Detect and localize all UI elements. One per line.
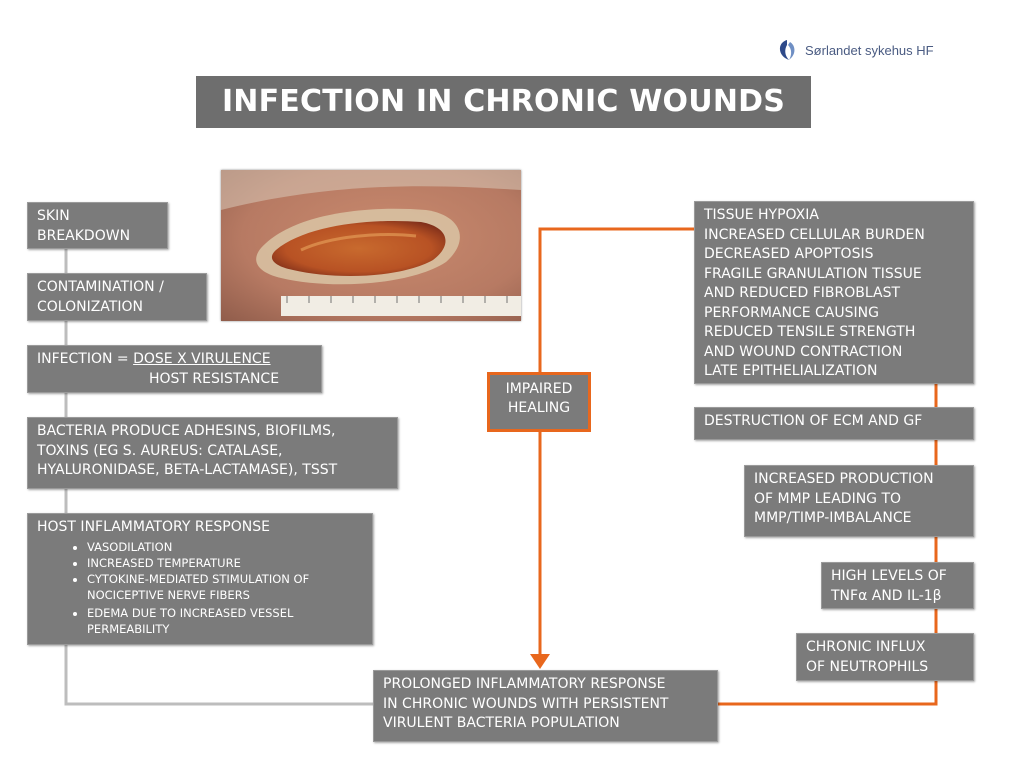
skin-breakdown-box xyxy=(27,202,168,249)
skin-breakdown-line-2: BREAKDOWN xyxy=(37,227,131,244)
host-response-bullet: • CYTOKINE-MEDIATED STIMULATION OF NOCICEPTIVE NERVE FIBERS xyxy=(87,571,363,603)
skin-breakdown-line-1: SKIN xyxy=(37,208,70,224)
host-response-box xyxy=(27,513,373,645)
bacteria-box xyxy=(27,417,398,489)
ecm-destruction-box: DESTRUCTION OF ECM AND GF xyxy=(694,407,974,440)
neutrophils-line-1: CHRONIC INFLUX xyxy=(806,639,926,655)
orange-arrow-head xyxy=(530,654,550,669)
impaired-healing-line-2: HEALING xyxy=(507,400,571,416)
host-response-list xyxy=(37,539,363,637)
tissue-hypoxia-box xyxy=(694,201,974,384)
infection-formula-denominator: HOST RESISTANCE xyxy=(149,370,280,387)
hypoxia-line: REDUCED TENSILE STRENGTH xyxy=(704,324,916,340)
hypoxia-line: DECREASED APOPTOSIS xyxy=(704,246,874,262)
infection-formula-numerator: DOSE X VIRULENCE xyxy=(133,351,271,367)
bacteria-line-1: BACTERIA PRODUCE ADHESINS, BIOFILMS, xyxy=(37,423,336,439)
hypoxia-line: AND REDUCED FIBROBLAST xyxy=(704,285,901,301)
host-response-heading: HOST INFLAMMATORY RESPONSE xyxy=(37,519,270,535)
hospital-logo xyxy=(776,38,934,62)
host-response-bullet: • EDEMA DUE TO INCREASED VESSEL PERMEABILITY xyxy=(87,605,363,637)
hypoxia-line: AND WOUND CONTRACTION xyxy=(704,343,903,360)
hypoxia-line: INCREASED CELLULAR BURDEN xyxy=(704,226,925,243)
host-response-bullet: • VASODILATION xyxy=(87,539,363,555)
hypoxia-line: TISSUE HYPOXIA xyxy=(704,207,819,223)
impaired-healing-line-1: IMPAIRED xyxy=(505,381,573,397)
infection-formula-box xyxy=(27,345,322,393)
tnf-line-2: TNFα AND IL-1β xyxy=(831,587,942,604)
impaired-healing-box xyxy=(487,372,591,432)
contamination-line-1: CONTAMINATION / xyxy=(37,279,164,295)
prolonged-response-box xyxy=(373,670,718,742)
bacteria-line-3: HYALURONIDASE, BETA-LACTAMASE), TSST xyxy=(37,462,338,478)
prolonged-line-1: PROLONGED INFLAMMATORY RESPONSE xyxy=(383,676,666,692)
host-response-bullet: • INCREASED TEMPERATURE xyxy=(87,555,363,571)
logo-text: Sørlandet sykehus HF xyxy=(805,42,934,58)
infection-formula-line-1 xyxy=(37,350,312,370)
tnf-line-1: HIGH LEVELS OF xyxy=(831,568,947,584)
prolonged-line-3: VIRULENT BACTERIA POPULATION xyxy=(383,715,620,731)
mmp-production-box xyxy=(744,465,974,537)
contamination-box xyxy=(27,273,207,321)
hypoxia-line: PERFORMANCE CAUSING xyxy=(704,304,879,321)
neutrophils-line-2: OF NEUTROPHILS xyxy=(806,658,929,675)
neutrophils-box xyxy=(796,633,974,681)
logo-swirl-icon xyxy=(776,39,798,61)
mmp-line-2: OF MMP LEADING TO xyxy=(754,490,902,507)
wound-photo xyxy=(221,170,521,321)
mmp-line-1: INCREASED PRODUCTION xyxy=(754,471,934,487)
hypoxia-line: LATE EPITHELIALIZATION xyxy=(704,363,878,379)
orange-connector-impaired-to-hypoxia xyxy=(540,229,694,372)
mmp-line-3: MMP/TIMP-IMBALANCE xyxy=(754,510,912,526)
infection-formula-prefix: INFECTION = xyxy=(37,351,134,367)
page-title: INFECTION IN CHRONIC WOUNDS xyxy=(196,76,811,128)
contamination-line-2: COLONIZATION xyxy=(37,298,143,315)
bacteria-line-2: TOXINS (EG S. AUREUS: CATALASE, xyxy=(37,442,283,459)
prolonged-line-2: IN CHRONIC WOUNDS WITH PERSISTENT xyxy=(383,695,669,712)
hypoxia-line: FRAGILE GRANULATION TISSUE xyxy=(704,265,922,282)
tnf-levels-box xyxy=(821,562,974,609)
